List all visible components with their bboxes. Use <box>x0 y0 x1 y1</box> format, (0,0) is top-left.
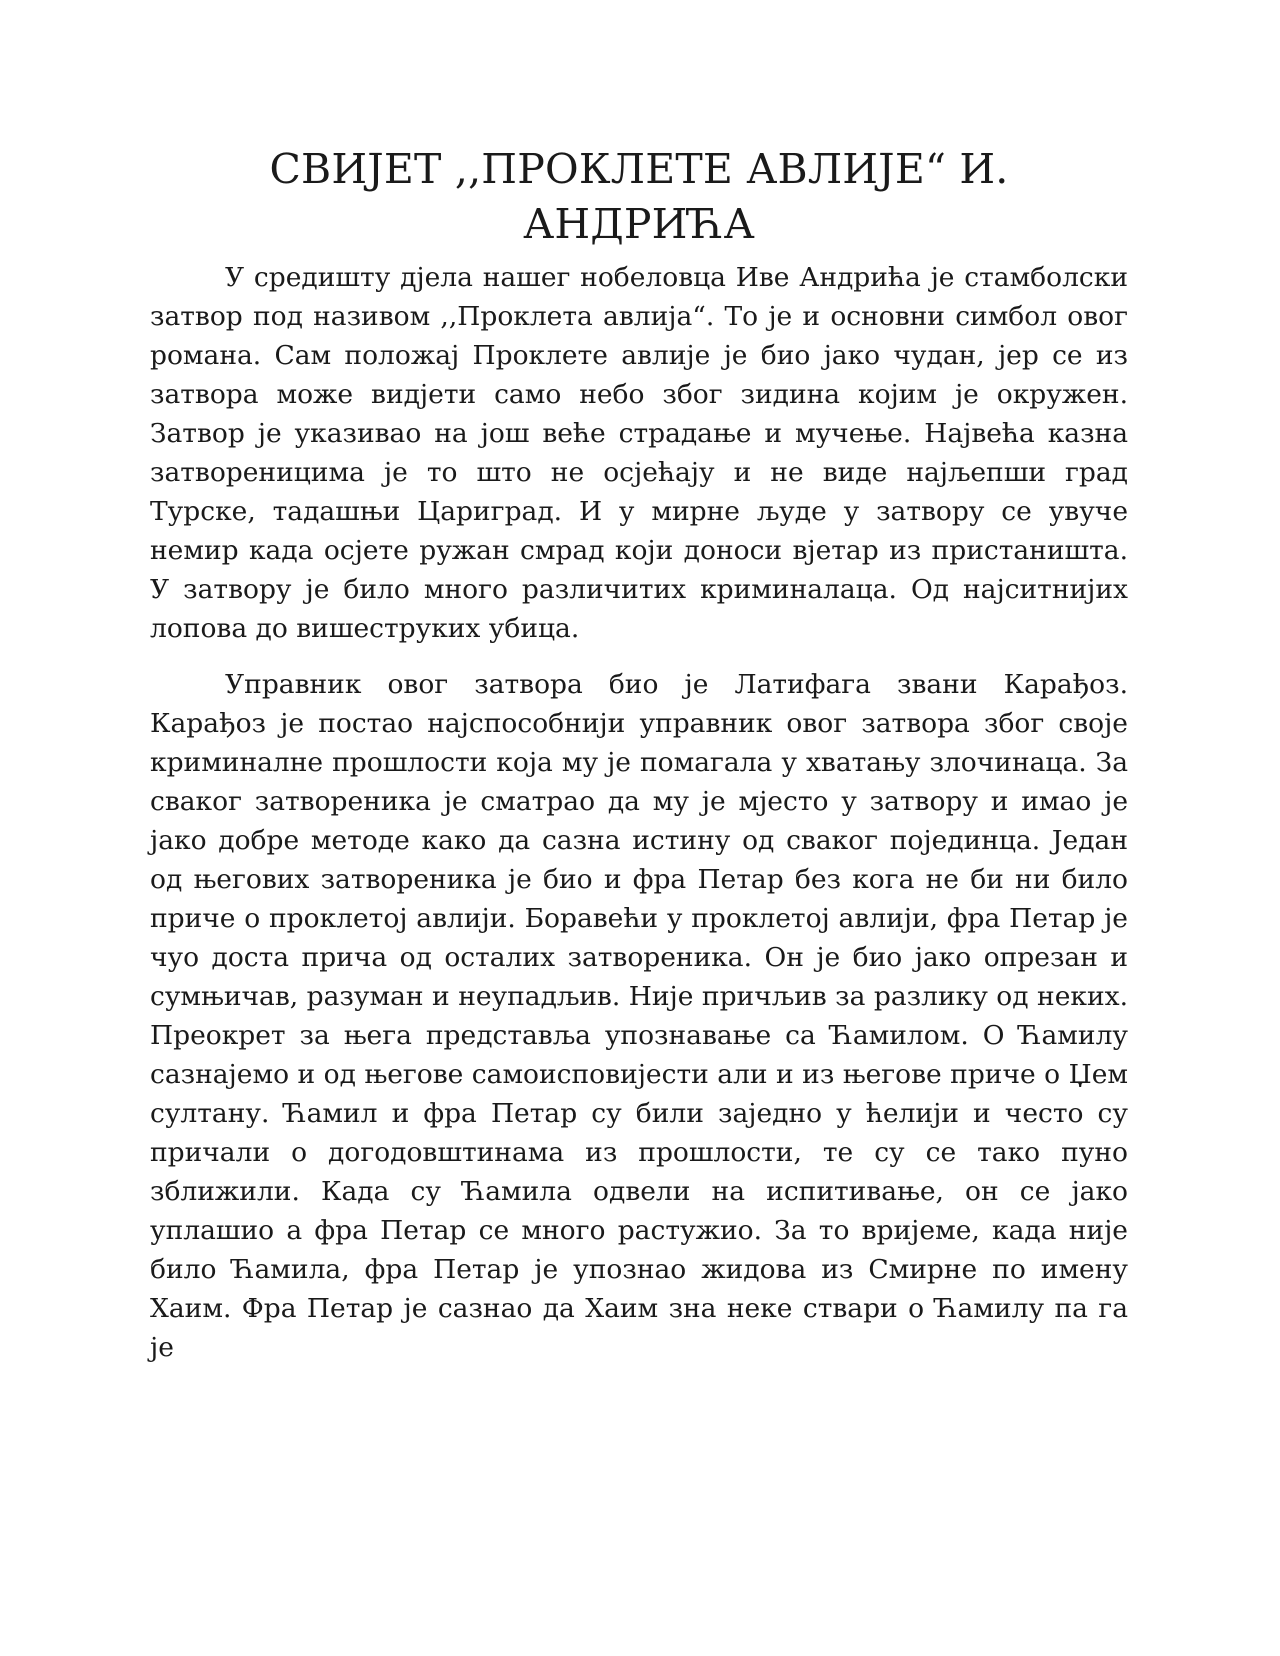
document-body <box>150 142 1128 1384</box>
paragraph-2: Управник овог затвора био је Латифага звани Карађоз. Карађоз је постао најспособнији управник овог затвора због своје криминалне прошлости која му је помагала у хватању злочинаца. За сваког затвореника је сматрао да му је мјесто у затвору и имао је јако добре методе како да сазна истину од сваког појединца. Један од његових затвореника је био и фра Петар без кога не би ни било приче о проклетој авлији. Боравећи у проклетој авлији, фра Петар је чуо доста прича од осталих затвореника. Он је био јако опрезан и сумњичав, разуман и неупадљив. Није причљив за разлику од неких. Преокрет за њега представља упознавање са Ћамилом. О Ћамилу сазнајемо и од његове самоисповијести али и из његове приче о Џем султану. Ћамил и фра Петар су били заједно у ћелији и често су причали о догодовштинама из прошлости, те су се тако пуно зближили. Када су Ћамила одвели на испитивање, он се јако уплашио а фра Петар се много растужио. За то вријеме, када није било Ћамила, фра Петар је упознао жидова из Смирне по имену Хаим. Фра Петар је сазнао да Хаим зна неке ствари о Ћамилу па га је <box>150 669 1128 1363</box>
paragraph-1: У средишту дјела нашег нобеловца Иве Андрића је стамболски затвор под називом ,,Проклета авлија“. То је и основни симбол овог романа. Сам положај Проклете авлије је био јако чудан, јер се из затвора може видјети само небо због зидина којим је окружен. Затвор је указивао на још веће страдање и мучење. Највећа казна затвореницима је то што не осјећају и не виде најљепши град Турске, тадашњи Цариград. И у мирне људе у затвору се увуче немир када осјете ружан смрад који доноси вјетар из пристаништа. У затвору је било много различитих криминалаца. Од најситнијих лопова до вишеструких убица. <box>150 262 1128 644</box>
document-title: СВИЈЕТ ,,ПРОКЛЕТЕ АВЛИЈЕ“ И. АНДРИЋА <box>269 145 1009 248</box>
